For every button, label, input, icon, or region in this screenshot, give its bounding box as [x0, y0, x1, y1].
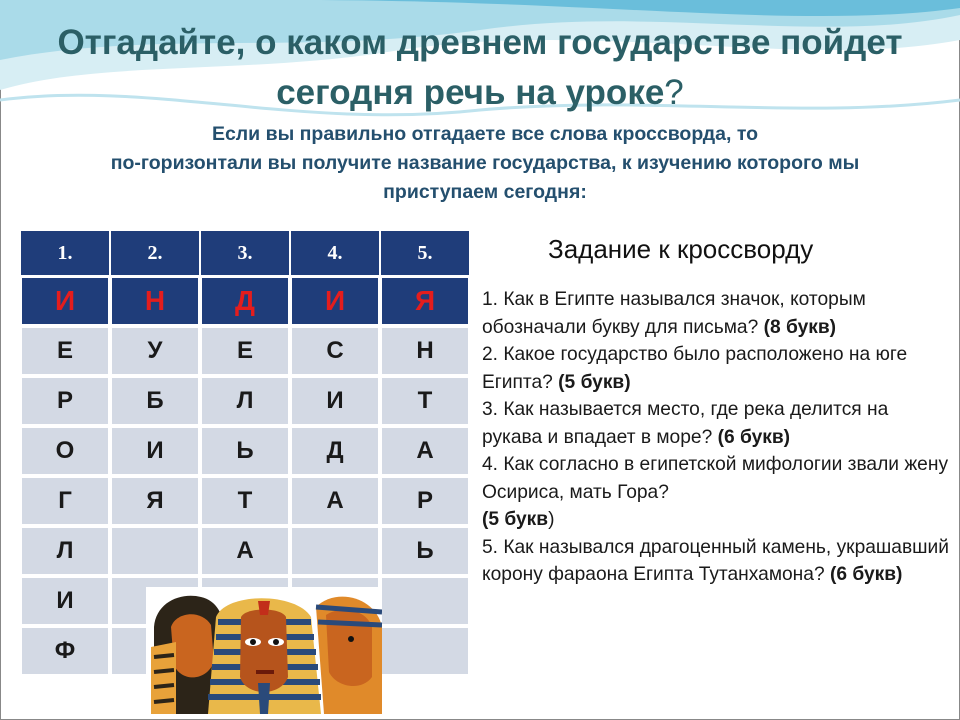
letter-count: (6 букв)	[717, 426, 791, 448]
letter-cell: Ь	[380, 526, 470, 576]
title-line-1: Отгадайте, о каком древнем государстве пойдет	[57, 23, 903, 62]
letter-cell: У	[110, 326, 200, 376]
instructions-line-2: по-горизонтали вы получите название государства, к изучению которого мы	[110, 152, 860, 174]
letter-cell	[380, 576, 470, 626]
instructions-line-1: Если вы правильно отгадаете все слова кроссворда, то	[211, 123, 759, 145]
letter-cell: И	[290, 376, 380, 426]
letter-cell: Р	[20, 376, 110, 426]
column-header: 5.	[380, 230, 470, 276]
question-2: 2. Какое государство было расположено на юге Египта? (5 букв)	[482, 344, 908, 393]
question-5: 5. Как назывался драгоценный камень, украшавший корону фараона Египта Тутанхамона? (6 букв)	[482, 536, 949, 585]
letter-cell: Ь	[200, 426, 290, 476]
letter-cell: Л	[200, 376, 290, 426]
question-3: 3. Как называется место, где река делится на рукава и впадает в море? (6 букв)	[482, 399, 889, 448]
letter-cell	[290, 526, 380, 576]
title-question-mark: ?	[664, 73, 684, 112]
letter-cell: Е	[20, 326, 110, 376]
egyptian-pharaohs-image	[146, 587, 382, 714]
letter-cell: А	[200, 526, 290, 576]
letter-cell: Л	[20, 526, 110, 576]
instructions-line-3: приступаем сегодня:	[383, 181, 587, 203]
column-header: 3.	[200, 230, 290, 276]
crossword-row	[20, 376, 470, 426]
letter-cell: Р	[380, 476, 470, 526]
page-title	[0, 18, 960, 118]
answer-cell: И	[20, 276, 110, 326]
letter-cell: Б	[110, 376, 200, 426]
answer-cell: Д	[200, 276, 290, 326]
letter-cell: С	[290, 326, 380, 376]
letter-count: (6 букв)	[829, 564, 903, 585]
column-header: 4.	[290, 230, 380, 276]
letter-cell: Т	[200, 476, 290, 526]
crossword-row	[20, 526, 470, 576]
answer-cell: И	[290, 276, 380, 326]
question-1: 1. Как в Египте назывался значок, которым обозначали букву для письма? (8 букв)	[482, 289, 866, 338]
letter-cell	[380, 626, 470, 676]
title-line-2: сегодня речь на уроке	[276, 73, 665, 112]
letter-count: (8 букв)	[763, 316, 837, 338]
crossword-questions	[482, 286, 952, 589]
column-header: 2.	[110, 230, 200, 276]
letter-cell: Т	[380, 376, 470, 426]
letter-cell: Я	[110, 476, 200, 526]
crossword-row	[20, 326, 470, 376]
letter-cell: Д	[290, 426, 380, 476]
letter-cell: Е	[200, 326, 290, 376]
letter-cell: А	[380, 426, 470, 476]
letter-cell: И	[20, 576, 110, 626]
column-header: 1.	[20, 230, 110, 276]
answer-row	[20, 276, 470, 326]
crossword-row	[20, 476, 470, 526]
letter-count: (5 букв)	[558, 371, 631, 393]
task-heading: Задание к кроссворду	[548, 234, 814, 264]
letter-cell: О	[20, 426, 110, 476]
letter-cell: Г	[20, 476, 110, 526]
letter-count: (5 букв	[482, 509, 549, 530]
answer-cell: Н	[110, 276, 200, 326]
instructions	[20, 120, 950, 207]
letter-cell: Ф	[20, 626, 110, 676]
crossword-row	[20, 426, 470, 476]
letter-cell: Н	[380, 326, 470, 376]
answer-cell: Я	[380, 276, 470, 326]
question-4: 4. Как согласно в египетской мифологии звали жену Осириса, мать Гора? (5 букв)	[482, 454, 949, 530]
letter-cell: И	[110, 426, 200, 476]
letter-cell: А	[290, 476, 380, 526]
letter-cell	[110, 526, 200, 576]
crossword-header-row	[20, 230, 470, 276]
